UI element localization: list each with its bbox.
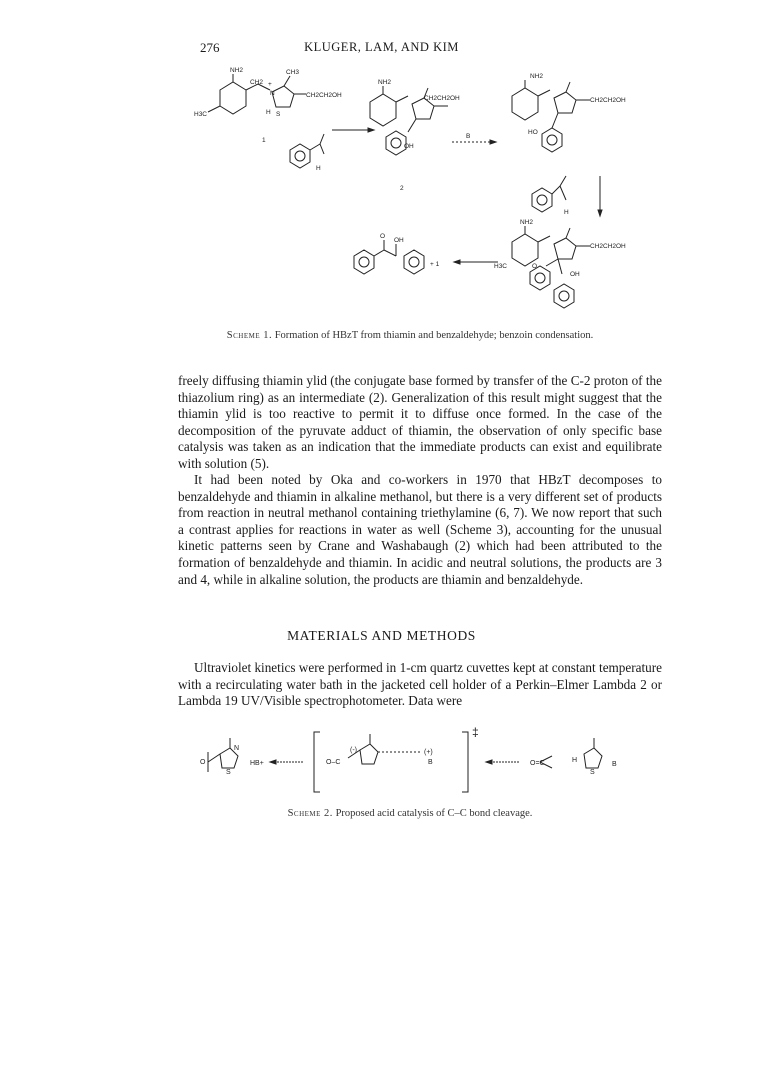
page-number: 276: [200, 40, 220, 55]
label-plus-1: + 1: [430, 261, 440, 268]
label-chain-3: CH2CH2OH: [590, 97, 626, 104]
benzoin-structure: [354, 240, 424, 274]
label-chain: CH2CH2OH: [306, 92, 342, 99]
scheme1-caption-label: Scheme 1.: [226, 330, 273, 341]
label-ch3: CH3: [286, 69, 300, 76]
enamine-structure: [512, 80, 590, 152]
label-h3c: H3C: [194, 111, 208, 118]
label-compound-2: 2: [400, 185, 404, 192]
s2-label-b-ts: B: [428, 759, 433, 766]
label-ch2: CH2: [250, 79, 264, 86]
scheme2-caption-text: Proposed acid catalysis of C–C bond cleavage.: [335, 808, 533, 819]
benzaldehyde-structure-2: [532, 176, 566, 212]
s2-label-charge-plus: (+): [424, 749, 433, 756]
scheme1-caption-text: Formation of HBzT from thiamin and benzaldehyde; benzoin condensation.: [274, 330, 594, 341]
label-s: S: [276, 111, 281, 118]
scheme2-caption: [190, 808, 630, 819]
paragraph-3: Ultraviolet kinetics were performed in 1-cm quartz cuvettes kept at constant temperature with a recirculating water bath in the jacketed cell holder of a Perkin–Elmer Lambda 2 or Lambda 19 UV/Visible spectrophotometer. Data were: [178, 660, 662, 709]
scheme1-figure: [190, 62, 690, 327]
label-oh-benzoin: OH: [394, 237, 404, 244]
label-nh2-3: NH2: [530, 73, 544, 80]
benzaldehyde-structure-1: [290, 134, 324, 168]
scheme2-figure: [200, 722, 620, 802]
label-h3c-2: H3C: [494, 263, 508, 270]
page-header: [0, 40, 763, 60]
label-ho: HO: [528, 129, 538, 136]
paragraph-1: freely diffusing thiamin ylid (the conjugate base formed by transfer of the C-2 proton of the thiazolium ring) as an intermediate (2). Generalization of this result might suggest that the thiamin ylid is too reactive to permit it to diffuse once formed. In the case of the decomposition of the pyruvate adduct of thiamin, the observation of only specific base catalysis was taken as an indication that the immediate products can exist and equilibrate with solution (5).: [178, 373, 662, 471]
s2-label-h: H: [572, 757, 578, 764]
s2-label-b: B: [612, 761, 617, 768]
s2-label-hbplus: HB+: [250, 760, 264, 767]
label-h-aldehyde-2: H: [564, 209, 569, 216]
label-h: H: [266, 109, 271, 116]
label-chain-4: CH2CH2OH: [590, 243, 626, 250]
scheme1-caption: [190, 330, 630, 341]
s2-label-charge-minus: (-): [350, 747, 357, 754]
s2-label-s: S: [226, 769, 231, 776]
label-o: O: [532, 263, 538, 270]
label-nh2: NH2: [230, 67, 244, 74]
section-heading-materials-methods: MATERIALS AND METHODS: [287, 628, 476, 643]
label-b: B: [466, 133, 471, 140]
label-nh2-4: NH2: [520, 219, 534, 226]
label-oh-2: OH: [570, 271, 580, 278]
s2-label-o: O: [200, 759, 206, 766]
label-o-benzoin: O: [380, 233, 386, 240]
s2-label-oc: O–C: [326, 759, 341, 766]
s2-label-dagger: ‡: [472, 725, 479, 739]
s2-label-co: O=C: [530, 760, 545, 767]
s2-label-s2: S: [590, 769, 595, 776]
label-oh: OH: [404, 143, 414, 150]
label-h-aldehyde: H: [316, 165, 321, 172]
label-chain-2: CH2CH2OH: [424, 95, 460, 102]
running-head: KLUGER, LAM, AND KIM: [304, 40, 459, 54]
label-n: N: [270, 90, 275, 97]
label-plus: +: [268, 81, 272, 88]
scheme2-caption-label: Scheme 2.: [287, 808, 333, 819]
s2-label-n: N: [234, 745, 240, 752]
paragraph-2: It had been noted by Oka and co-workers in 1970 that HBzT decomposes to benzaldehyde and thiamin in alkaline methanol, but there is a very different set of products from reaction in neutral methanol containing triethylamine (6, 7). We now report that such a contrast applies for reactions in water as well (Scheme 3), accounting for the unusual kinetic patterns seen by Crane and Washabaugh (2) which had been attributed to the formation of benzaldehyde and thiamin. In acidic and neutral solutions, the products are 3 and 4, while in alkaline solution, the products are thiamin and benzaldehyde.: [178, 472, 662, 587]
benzoin-adduct-structure: [512, 226, 590, 308]
label-nh2-2: NH2: [378, 79, 392, 86]
label-compound-1: 1: [262, 137, 266, 144]
